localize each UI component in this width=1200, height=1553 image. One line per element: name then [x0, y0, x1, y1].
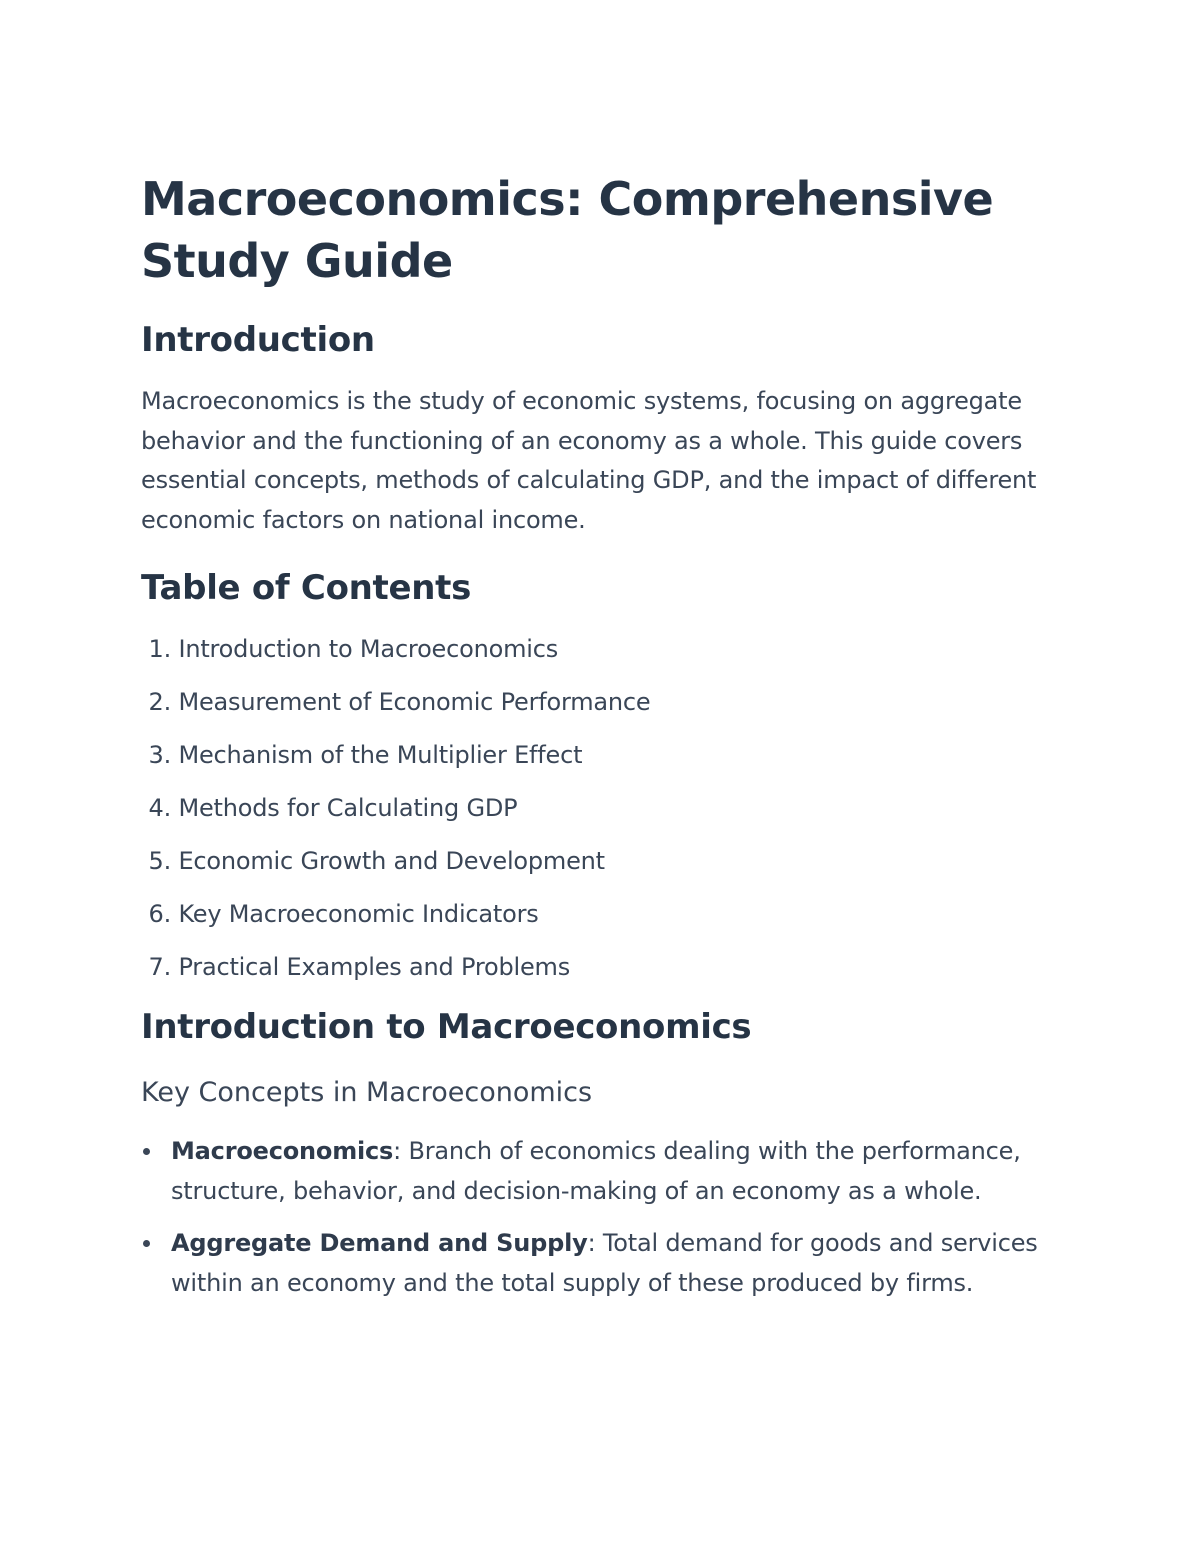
- page-title-line-2: Study Guide: [141, 234, 453, 288]
- toc-item[interactable]: [141, 846, 1071, 876]
- concept-term: Aggregate Demand and Supply: [171, 1229, 588, 1257]
- toc-item[interactable]: [141, 634, 1071, 664]
- page-title: [141, 168, 1071, 292]
- list-item: [141, 1131, 1071, 1211]
- table-of-contents-heading: Table of Contents: [141, 568, 472, 608]
- introduction-paragraph: Macroeconomics is the study of economic systems, focusing on aggregate behavior and the functioning of an economy as a whole. This guide covers essential concepts, methods of calculating GDP, and the impact of different economic factors on national income.: [141, 387, 1037, 534]
- toc-item-number: 4.: [148, 794, 171, 822]
- toc-item-label: Key Macroeconomic Indicators: [178, 900, 539, 928]
- bullet-icon: [143, 1240, 150, 1247]
- document-page: [141, 168, 1071, 1303]
- page-title-line-1: Macroeconomics: Comprehensive: [141, 172, 994, 226]
- toc-item[interactable]: [141, 899, 1071, 929]
- key-concepts-list: [141, 1131, 1071, 1303]
- toc-item[interactable]: [141, 687, 1071, 717]
- toc-item-label: Measurement of Economic Performance: [178, 688, 651, 716]
- subsection-heading-key-concepts: Key Concepts in Macroeconomics: [141, 1077, 593, 1108]
- toc-item[interactable]: [141, 740, 1071, 770]
- toc-item-label: Economic Growth and Development: [178, 847, 605, 875]
- table-of-contents-list: [141, 634, 1071, 982]
- concept-definition: : Total demand for goods and services within an economy and the total supply of these produced by firms.: [171, 1229, 1038, 1297]
- toc-item-number: 7.: [148, 953, 171, 981]
- introduction-heading: Introduction: [141, 320, 375, 360]
- toc-item-label: Methods for Calculating GDP: [178, 794, 518, 822]
- list-item: [141, 1223, 1071, 1303]
- toc-item-number: 5.: [148, 847, 171, 875]
- toc-item[interactable]: [141, 952, 1071, 982]
- toc-item-number: 2.: [148, 688, 171, 716]
- toc-item-label: Mechanism of the Multiplier Effect: [178, 741, 583, 769]
- section-heading-introduction-to-macroeconomics: Introduction to Macroeconomics: [141, 1007, 752, 1047]
- toc-item[interactable]: [141, 793, 1071, 823]
- toc-item-number: 1.: [148, 635, 171, 663]
- concept-definition: : Branch of economics dealing with the performance, structure, behavior, and decision-making of an economy as a whole.: [171, 1137, 1021, 1205]
- toc-item-label: Practical Examples and Problems: [178, 953, 570, 981]
- toc-item-number: 6.: [148, 900, 171, 928]
- toc-item-label: Introduction to Macroeconomics: [178, 635, 559, 663]
- toc-item-number: 3.: [148, 741, 171, 769]
- concept-term: Macroeconomics: [171, 1137, 394, 1165]
- bullet-icon: [143, 1148, 150, 1155]
